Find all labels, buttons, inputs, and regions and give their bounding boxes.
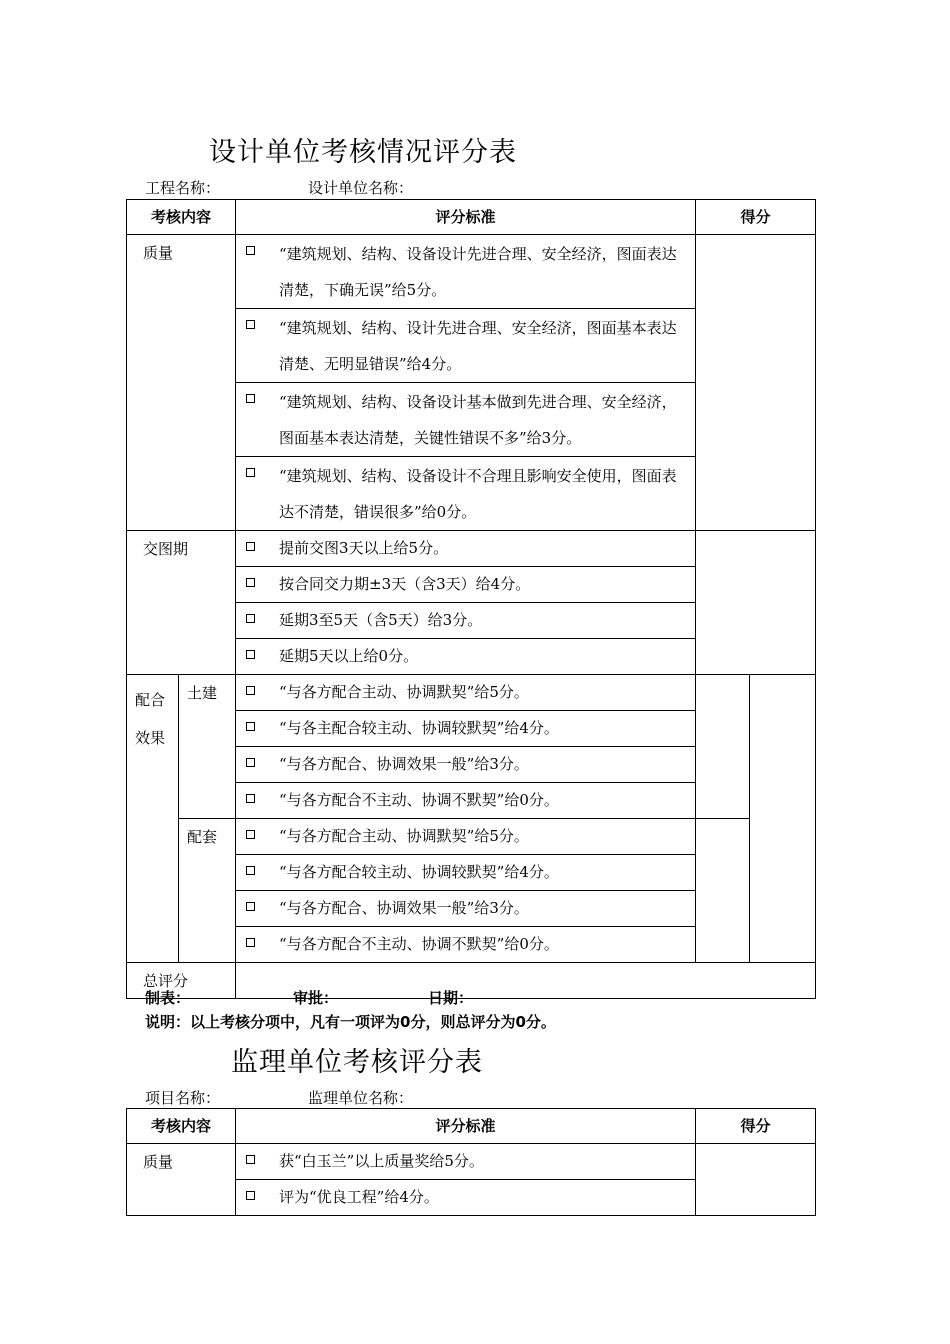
- form2-project-label: 项目名称：: [145, 1089, 221, 1107]
- score-cell-quality[interactable]: [696, 1144, 816, 1216]
- prepared-by-label: 制表：: [145, 989, 191, 1007]
- header-score: 得分: [696, 1109, 816, 1144]
- criterion-text: “与各方配合不主动、协调不默契”给0分。: [279, 791, 559, 809]
- header-score: 得分: [696, 200, 816, 235]
- category-cooperation: [127, 675, 179, 963]
- checkbox[interactable]: [246, 866, 255, 875]
- category-quality: 质量: [127, 1144, 236, 1216]
- checkbox[interactable]: [246, 468, 255, 477]
- checkbox[interactable]: [246, 614, 255, 623]
- form1-unit-label: 设计单位名称：: [308, 179, 414, 197]
- category-cooperation-line2: 效果: [135, 729, 166, 747]
- checkbox[interactable]: [246, 830, 255, 839]
- criterion-row: [236, 457, 696, 531]
- category-cooperation-line1: 配合: [135, 691, 166, 709]
- form1-project-label: 工程名称：: [145, 179, 221, 197]
- checkbox[interactable]: [246, 1155, 255, 1164]
- criterion-text: 提前交图3天以上给5分。: [279, 539, 449, 557]
- criterion-row: [236, 383, 696, 457]
- criterion-row: [236, 711, 696, 747]
- checkbox[interactable]: [246, 938, 255, 947]
- criterion-text: “与各方配合较主动、协调较默契”给4分。: [279, 863, 559, 881]
- criterion-row: [236, 783, 696, 819]
- criterion-row: [236, 927, 696, 963]
- criterion-row: [236, 855, 696, 891]
- criterion-row: [236, 819, 696, 855]
- form2-title: 监理单位考核评分表: [231, 1047, 483, 1078]
- checkbox[interactable]: [246, 794, 255, 803]
- criterion-row: [236, 309, 696, 383]
- approved-by-label: 审批：: [293, 989, 339, 1007]
- criterion-text: “与各方配合主动、协调默契”给5分。: [279, 827, 529, 845]
- form2-table: [126, 1108, 816, 1216]
- criterion-text: “与各方配合、协调效果一般”给3分。: [279, 899, 529, 917]
- score-cell-delivery[interactable]: [696, 531, 816, 675]
- total-score-label: 总评分: [127, 963, 236, 999]
- footnote: 说明：以上考核分项中，凡有一项评为0分，则总评分为0分。: [145, 1013, 556, 1031]
- criterion-text: 按合同交力期±3天（含3天）给4分。: [279, 575, 531, 593]
- date-label: 日期：: [428, 989, 474, 1007]
- criterion-row: [236, 567, 696, 603]
- checkbox[interactable]: [246, 394, 255, 403]
- criterion-text: “建筑规划、结构、设备设计先进合理、安全经济，图面表达清楚，下确无误”给5分。: [279, 245, 677, 299]
- header-content: 考核内容: [127, 1109, 236, 1144]
- checkbox[interactable]: [246, 578, 255, 587]
- criterion-row: [236, 235, 696, 309]
- criterion-row: [236, 639, 696, 675]
- header-criteria: 评分标准: [236, 200, 696, 235]
- checkbox[interactable]: [246, 686, 255, 695]
- criterion-row: [236, 747, 696, 783]
- category-quality: 质量: [127, 235, 236, 531]
- header-criteria: 评分标准: [236, 1109, 696, 1144]
- criterion-row: [236, 531, 696, 567]
- criterion-row: [236, 891, 696, 927]
- header-content: 考核内容: [127, 200, 236, 235]
- criterion-text: “与各主配合较主动、协调较默契”给4分。: [279, 719, 559, 737]
- checkbox[interactable]: [246, 650, 255, 659]
- form1-title: 设计单位考核情况评分表: [209, 137, 517, 168]
- checkbox[interactable]: [246, 542, 255, 551]
- criterion-row: [236, 1180, 696, 1216]
- criterion-text: “与各方配合、协调效果一般”给3分。: [279, 755, 529, 773]
- checkbox[interactable]: [246, 1191, 255, 1200]
- checkbox[interactable]: [246, 246, 255, 255]
- score-cell-cooperation[interactable]: [750, 675, 816, 963]
- form2-unit-label: 监理单位名称：: [308, 1089, 414, 1107]
- criterion-row: [236, 1144, 696, 1180]
- score-cell-quality[interactable]: [696, 235, 816, 531]
- criterion-text: 延期5天以上给0分。: [279, 647, 419, 665]
- criterion-text: 获“白玉兰”以上质量奖给5分。: [279, 1152, 484, 1170]
- criterion-row: [236, 603, 696, 639]
- criterion-text: 延期3至5天（含5天）给3分。: [279, 611, 483, 629]
- checkbox[interactable]: [246, 758, 255, 767]
- checkbox[interactable]: [246, 320, 255, 329]
- criterion-row: [236, 675, 696, 711]
- subcategory-support: 配套: [179, 819, 236, 963]
- criterion-text: “建筑规划、结构、设备设计不合理且影响安全使用，图面表达不清楚，错误很多”给0分。: [279, 467, 677, 521]
- criterion-text: “建筑规划、结构、设计先进合理、安全经济，图面基本表达清楚、无明显错误”给4分。: [279, 319, 677, 373]
- checkbox[interactable]: [246, 902, 255, 911]
- subscore-cell-support[interactable]: [696, 819, 750, 963]
- subcategory-civil: 土建: [179, 675, 236, 819]
- checkbox[interactable]: [246, 722, 255, 731]
- form1-table: [126, 199, 816, 999]
- criterion-text: 评为“优良工程”给4分。: [279, 1188, 439, 1206]
- category-delivery: 交图期: [127, 531, 236, 675]
- criterion-text: “建筑规划、结构、设备设计基本做到先进合理、安全经济，图面基本表达清楚，关键性错误不多”给3分。: [279, 393, 677, 447]
- criterion-text: “与各方配合不主动、协调不默契”给0分。: [279, 935, 559, 953]
- subscore-cell-civil[interactable]: [696, 675, 750, 819]
- criterion-text: “与各方配合主动、协调默契”给5分。: [279, 683, 529, 701]
